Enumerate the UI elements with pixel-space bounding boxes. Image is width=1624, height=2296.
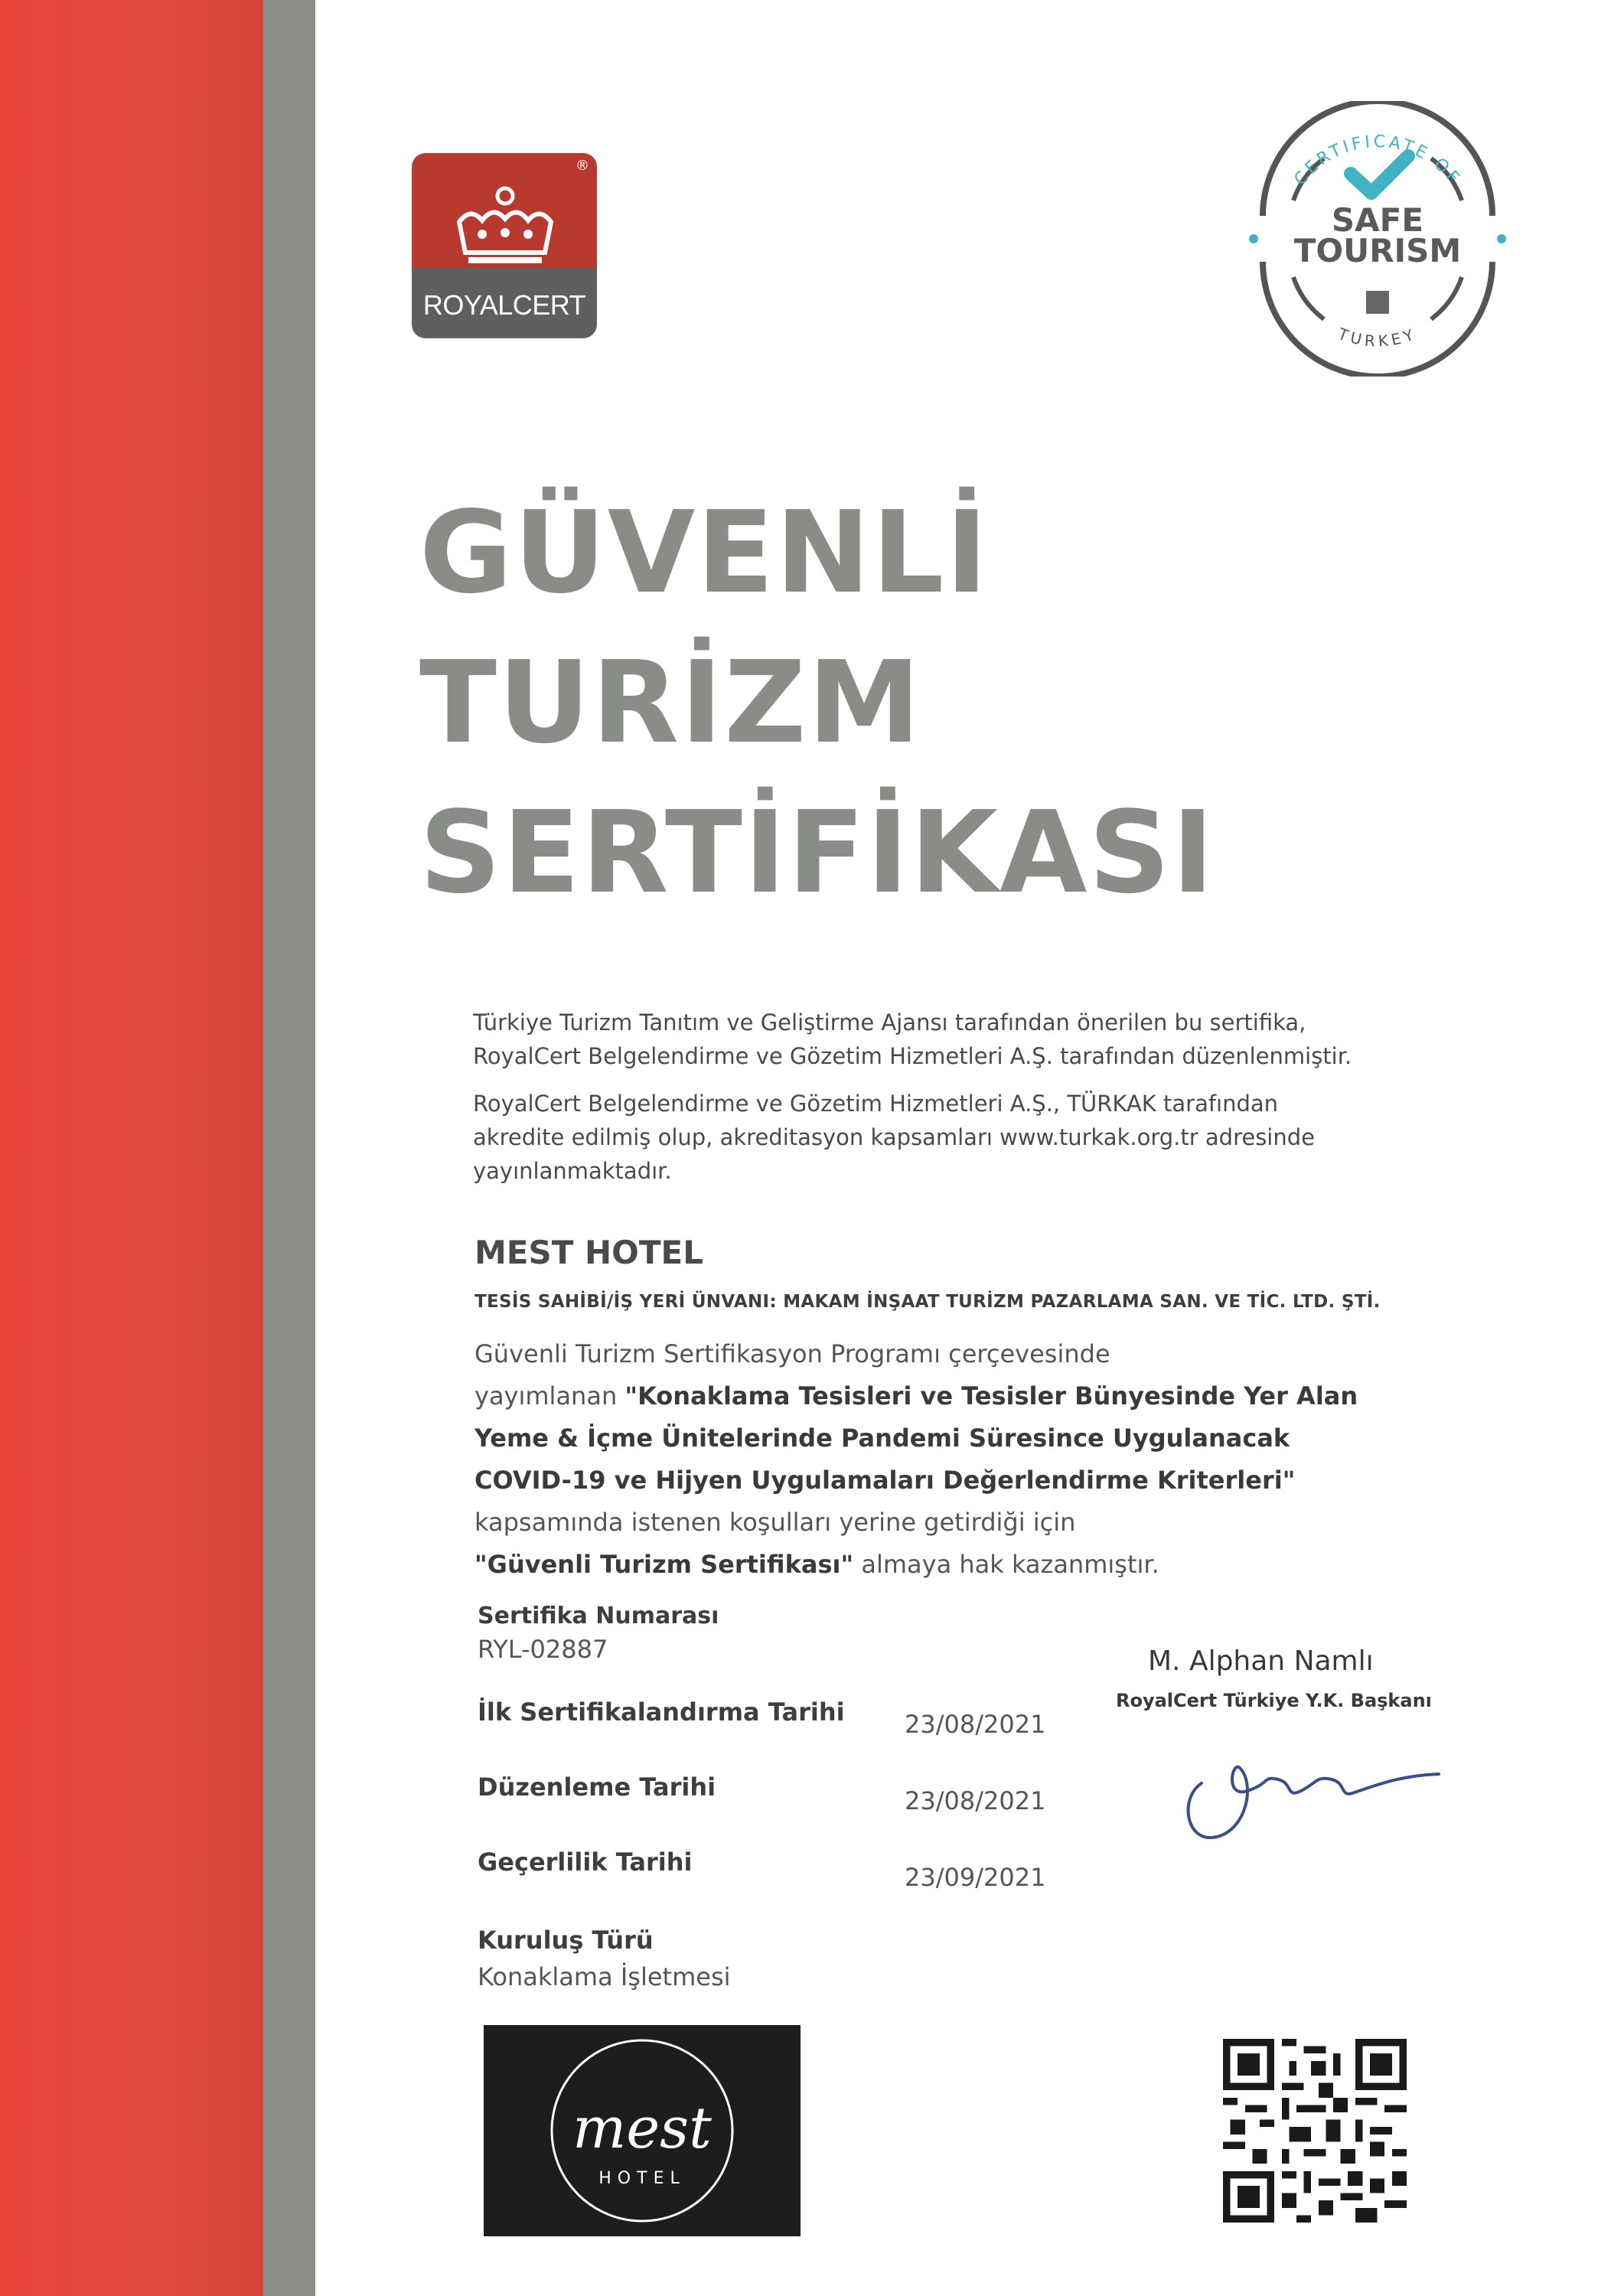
signatory-title: RoyalCert Türkiye Y.K. Başkanı: [1116, 1690, 1432, 1711]
seal-top-text: CERTIFICATE OF: [1290, 132, 1465, 190]
grey-side-band: [263, 0, 315, 2296]
red-side-band: [0, 0, 263, 2296]
body-line: kapsamında istenen koşulları yerine getirdiği için: [474, 1508, 1076, 1537]
certificate-body: [474, 1333, 1469, 1586]
seal-mini-logo-icon: [1366, 291, 1389, 314]
body-line: "Güvenli Turizm Sertifikası" almaya hak kazanmıştır.: [474, 1550, 1159, 1579]
intro-paragraph-2: [473, 1087, 1529, 1188]
seal-bottom-text: TURKEY: [1335, 324, 1420, 351]
org-type: Konaklama İşletmesi: [478, 1962, 731, 1991]
validity-date-label: Geçerlilik Tarihi: [478, 1848, 693, 1877]
royalcert-wordmark: ROYALCERT: [422, 289, 586, 321]
body-line: yayımlanan "Konaklama Tesisleri ve Tesisler Bünyesinde Yer Alan: [474, 1381, 1358, 1411]
signature-icon: [1171, 1737, 1446, 1860]
intro-line: Türkiye Turizm Tanıtım ve Geliştirme Ajansı tarafından önerilen bu sertifika,: [473, 1009, 1306, 1035]
intro-line: RoyalCert Belgelendirme ve Gözetim Hizmetleri A.Ş., TÜRKAK tarafından: [473, 1091, 1279, 1117]
seal-main-text: [1240, 201, 1515, 269]
intro-line: akredite edilmiş olup, akreditasyon kapsamları www.turkak.org.tr adresinde: [473, 1124, 1315, 1150]
certificate-title: [419, 478, 1338, 928]
body-line: COVID-19 ve Hijyen Uygulamaları Değerlendirme Kriterleri": [474, 1466, 1296, 1495]
mest-logo-sub: HOTEL: [598, 2169, 686, 2188]
signatory-name: M. Alphan Namlı: [1148, 1645, 1374, 1677]
seal-safe-word: SAFE: [1331, 201, 1424, 239]
intro-paragraph-1: [473, 1006, 1529, 1073]
body-line: Güvenli Turizm Sertifikasyon Programı çerçevesinde: [474, 1339, 1110, 1368]
mest-logo-script: mest: [572, 2095, 712, 2161]
title-line-1: GÜVENLİ: [419, 487, 990, 618]
issue-date-label: Düzenleme Tarihi: [478, 1773, 716, 1802]
first-cert-date: 23/08/2021: [905, 1710, 1046, 1739]
intro-line: yayınlanmaktadır.: [473, 1158, 672, 1184]
issue-date: 23/08/2021: [905, 1786, 1046, 1815]
royalcert-logo: [412, 153, 597, 338]
cert-number-label: Sertifika Numarası: [478, 1603, 719, 1629]
svg-text:TURKEY: [1335, 324, 1419, 350]
body-line: Yeme & İçme Ünitelerinde Pandemi Süresince Uygulanacak: [474, 1424, 1290, 1453]
intro-line: RoyalCert Belgelendirme ve Gözetim Hizmetleri A.Ş. tarafından düzenlenmiştir.: [473, 1043, 1352, 1069]
first-cert-date-label: İlk Sertifikalandırma Tarihi: [478, 1698, 845, 1727]
qr-code-icon: [1223, 2039, 1407, 2223]
org-type-label: Kuruluş Türü: [478, 1926, 654, 1955]
seal-tourism-word: TOURISM: [1293, 232, 1462, 269]
safe-tourism-seal: [1240, 101, 1515, 377]
mest-hotel-logo: [484, 2025, 801, 2236]
owner-line: TESİS SAHİBİ/İŞ YERİ ÜNVANI: MAKAM İNŞAAT TURİZM PAZARLAMA SAN. VE TİC. LTD. ŞTİ.: [474, 1292, 1381, 1312]
cert-number: RYL-02887: [478, 1635, 608, 1664]
title-line-2: TURİZM: [419, 637, 922, 768]
hotel-name: MEST HOTEL: [474, 1234, 703, 1271]
registered-mark: ®: [576, 158, 589, 174]
title-line-3: SERTİFİKASI: [419, 787, 1216, 918]
crown-icon: [452, 184, 559, 268]
validity-date: 23/09/2021: [905, 1863, 1046, 1892]
